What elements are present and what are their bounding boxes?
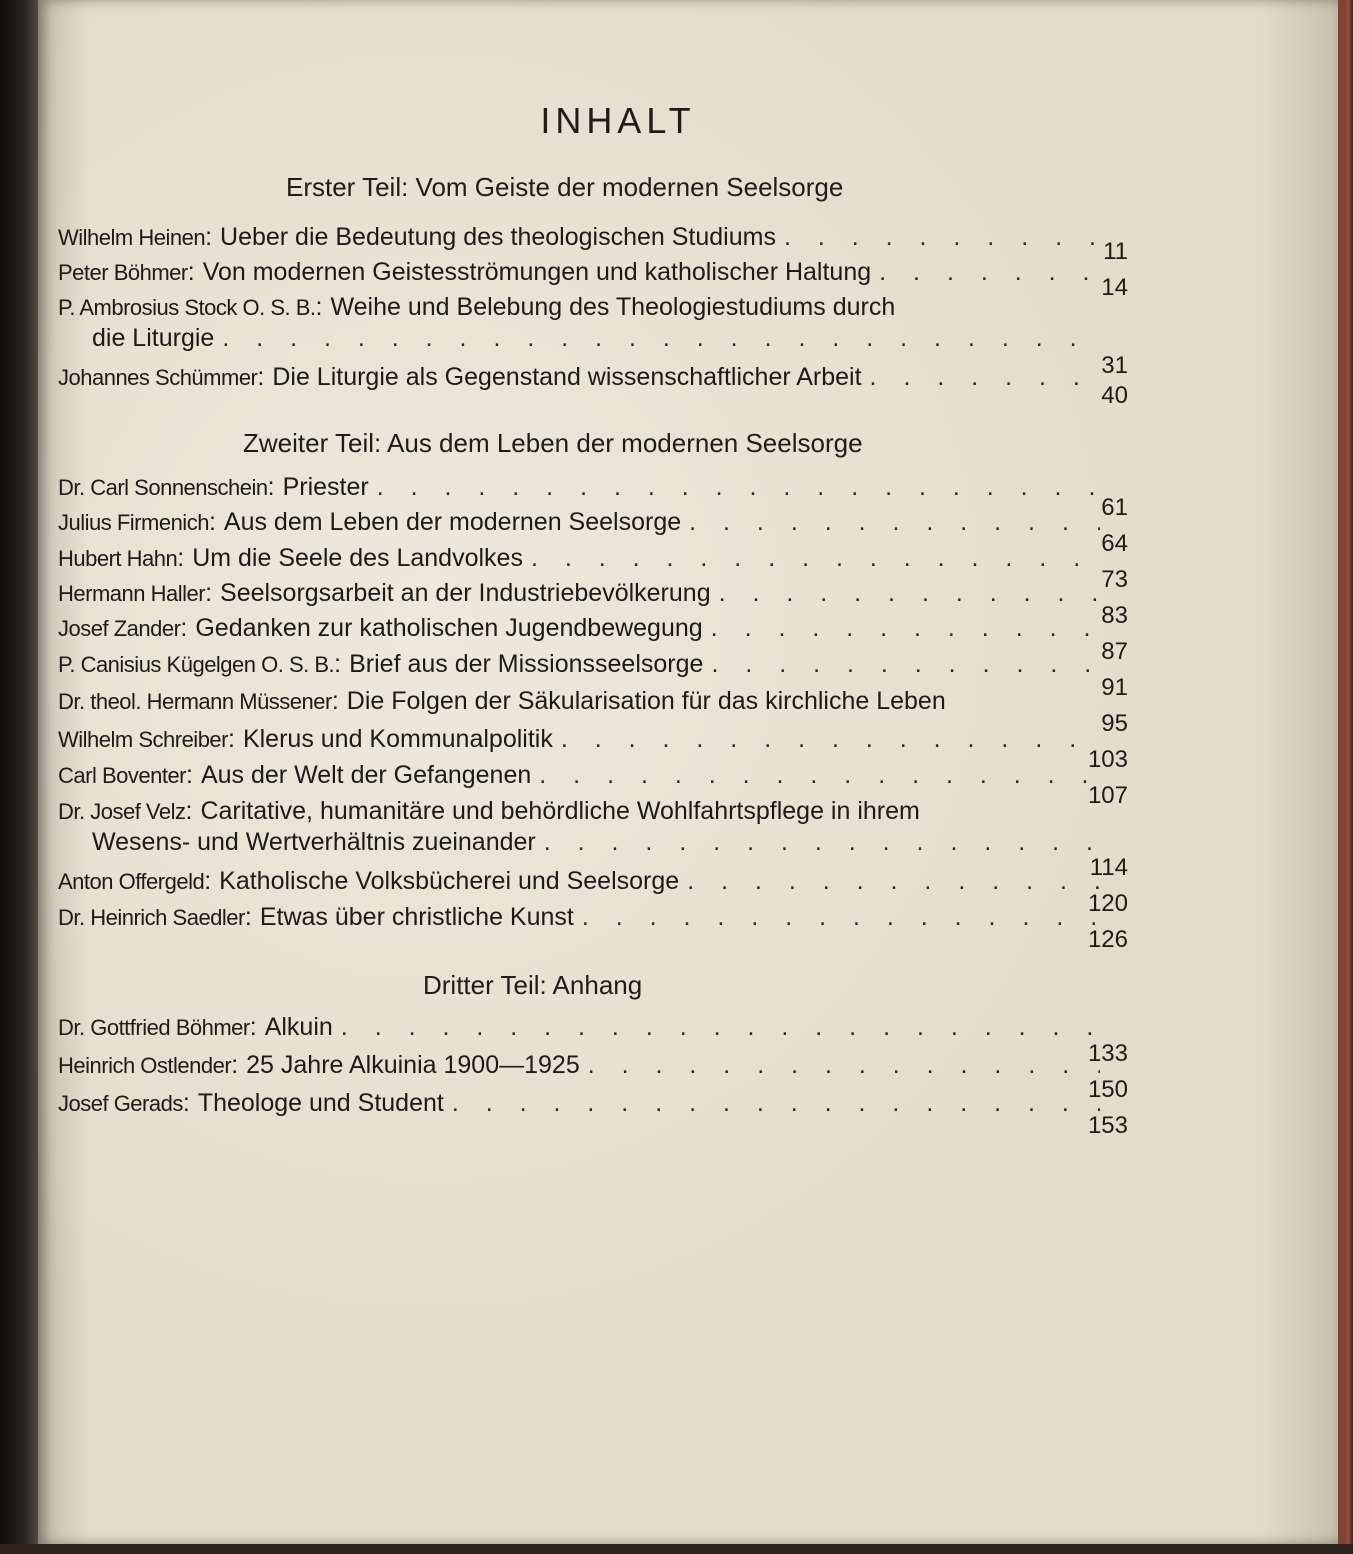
entry-page-number: 61 [1101,494,1128,521]
entry-page-number: 95 [1101,710,1128,737]
book-page [38,0,1338,1544]
entry-author: Julius Firmenich [58,510,209,535]
entry-author: Hermann Haller [58,581,206,606]
author-separator: : [267,473,275,501]
entry-title: Klerus und Kommunalpolitik [242,725,553,753]
toc-entry [58,257,1108,288]
author-separator: : [186,761,193,789]
entry-title: Etwas über christliche Kunst [259,903,574,931]
author-separator: : [185,797,193,825]
entry-author: P. Canisius Kügelgen O. S. B. [58,652,335,677]
toc-entry [58,362,1108,393]
entry-author: Dr. Josef Velz [58,799,186,824]
entry-page-number: 73 [1101,566,1128,593]
toc-entry [58,1088,1108,1119]
author-separator: : [231,1051,239,1079]
part-heading-3: Dritter Teil: Anhang [423,970,643,1000]
entry-author: Dr. Gottfried Böhmer [58,1015,250,1040]
entry-author: Wilhelm Heinen [58,225,206,250]
toc-entry [58,902,1108,933]
author-separator: : [315,293,323,321]
author-separator: : [177,544,185,572]
entry-title: 25 Jahre Alkuinia 1900—1925 [246,1051,580,1079]
entry-title-continued: Wesens- und Wertverhältnis zueinander [92,828,536,856]
entry-author: Dr. Carl Sonnenschein [58,475,268,500]
author-separator: : [257,363,265,391]
toc-entry [58,472,1108,503]
entry-title: Um die Seele des Landvolkes [192,544,523,572]
dot-leader [531,543,1100,573]
dot-leader [711,649,1100,679]
entry-author: Johannes Schümmer [58,365,258,390]
dot-leader [544,827,1100,857]
dot-leader [341,1012,1100,1042]
toc-entry [58,578,1108,609]
toc-entry [58,1050,1108,1081]
dot-leader [222,323,1100,353]
entry-page-number: 120 [1087,890,1128,917]
entry-title-continued: die Liturgie [92,324,215,352]
entry-page-number: 91 [1101,674,1128,701]
entry-page-number: 11 [1103,238,1128,265]
toc-entry [58,724,1108,755]
entry-page-number: 31 [1101,352,1128,379]
entry-page-number: 103 [1087,746,1128,773]
entry-page-number: 40 [1101,382,1128,409]
dot-leader [539,760,1100,790]
toc-entry [58,866,1108,897]
entry-title: Priester [282,473,369,501]
toc-entry [58,222,1108,253]
author-separator: : [331,687,339,715]
entry-title: Die Folgen der Säkularisation für das kirchliche Leben [346,687,946,715]
author-separator: : [228,725,235,753]
entry-page-number: 64 [1101,530,1128,557]
entry-author: Wilhelm Schreiber [58,727,228,752]
dot-leader [784,222,1100,252]
entry-author: Dr. theol. Hermann Müssener [58,689,332,714]
dot-leader [870,362,1100,392]
entry-title: Brief aus der Missionsseelsorge [349,650,704,678]
dot-leader [719,578,1100,608]
toc-entry [58,292,1108,353]
toc-entry [58,543,1108,574]
entry-title: Die Liturgie als Gegenstand wissenschaftlicher Arbeit [272,363,862,391]
author-separator: : [205,579,213,607]
toc-entry [58,1012,1108,1043]
entry-title: Gedanken zur katholischen Jugendbewegung [195,614,703,642]
entry-author: Josef Zander [58,616,181,641]
author-separator: : [244,903,252,931]
dot-leader [588,1050,1100,1080]
entry-page-number: 114 [1089,854,1128,881]
entry-title: Katholische Volksbücherei und Seelsorge [219,867,680,895]
table-of-contents [38,0,1338,1544]
entry-page-number: 153 [1087,1112,1128,1139]
entry-page-number: 107 [1087,782,1128,809]
entry-author: Carl Boventer [58,763,187,788]
page-edge [1338,0,1353,1554]
author-separator: : [205,223,213,251]
author-separator: : [249,1013,257,1041]
entry-author: Josef Gerads [58,1091,183,1116]
entry-author: Peter Böhmer [58,260,188,285]
entry-page-number: 14 [1101,274,1128,301]
book-bottom-edge [0,1544,1353,1554]
entry-title: Weihe und Belebung des Theologiestudiums durch [330,293,896,321]
entry-page-number: 126 [1087,926,1128,953]
entry-author: Dr. Heinrich Saedler [58,905,245,930]
entry-author: Heinrich Ostlender [58,1053,232,1078]
dot-leader [452,1088,1100,1118]
toc-entry [58,686,1108,717]
entry-title: Von modernen Geistesströmungen und katholischer Haltung [202,258,872,286]
entry-title: Ueber die Bedeutung des theologischen Studiums [220,223,776,251]
entry-page-number: 150 [1087,1076,1128,1103]
part-heading-2: Zweiter Teil: Aus dem Leben der modernen Seelsorge [243,428,863,458]
dot-leader [377,472,1100,502]
entry-title: Caritative, humanitäre und behördliche Wohlfahrtspflege in ihrem [200,797,920,825]
toc-entry [58,507,1108,538]
author-separator: : [180,614,188,642]
entry-page-number: 83 [1101,602,1128,629]
author-separator: : [187,258,195,286]
author-separator: : [334,650,342,678]
entry-title: Alkuin [264,1013,333,1041]
entry-author: Hubert Hahn [58,546,178,571]
part-heading-1: Erster Teil: Vom Geiste der modernen Seelsorge [286,172,844,202]
toc-entry [58,760,1108,791]
entry-author: P. Ambrosius Stock O. S. B. [58,295,316,320]
dot-leader [711,613,1100,643]
dot-leader [687,866,1100,896]
toc-entry [58,796,1108,857]
author-separator: : [182,1089,190,1117]
dot-leader [561,724,1100,754]
entry-title: Seelsorgsarbeit an der Industriebevölkerung [220,579,711,607]
entry-page-number: 133 [1087,1040,1128,1067]
author-separator: : [208,508,216,536]
toc-entry [58,649,1108,680]
dot-leader [689,507,1100,537]
entry-title: Aus dem Leben der modernen Seelsorge [223,508,682,536]
page-title: INHALT [540,100,696,141]
entry-author: Anton Offergeld [58,869,205,894]
entry-title: Aus der Welt der Gefangenen [200,761,532,789]
entry-title: Theologe und Student [197,1089,444,1117]
entry-page-number: 87 [1101,638,1128,665]
author-separator: : [204,867,212,895]
dot-leader [582,902,1100,932]
dot-leader [879,257,1100,287]
toc-entry [58,613,1108,644]
